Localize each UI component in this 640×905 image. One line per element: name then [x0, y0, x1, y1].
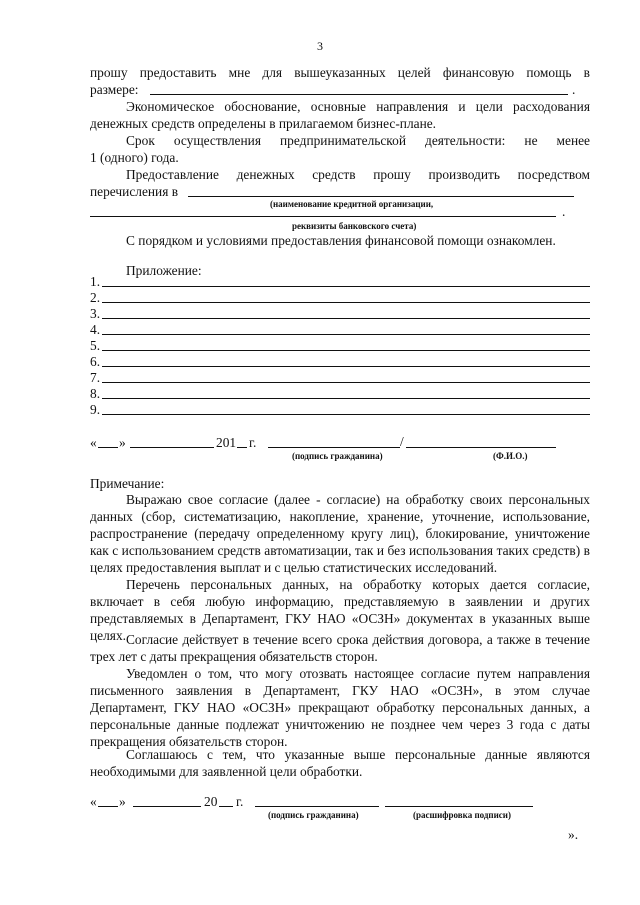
- day-field[interactable]: [98, 447, 118, 448]
- amount-field[interactable]: [150, 94, 568, 95]
- consent-paragraph: Выражаю свое согласие (далее - согласие) на обработку своих персональных данных (сбор, систематизацию, накопление, хранение, уточнение, использование, распространение (передачу определенному кругу лиц), блокирование, уничтожение как с использованием средств автоматизации, так и без использования таких средств) в целях предоставления выплат и с целью статистических исследований.: [90, 492, 590, 575]
- appendix-item[interactable]: 1.: [90, 273, 590, 290]
- term-line: Срок осуществления предпринимательской деятельности: не менее: [126, 133, 590, 148]
- date-open-quote: «: [90, 435, 97, 450]
- request-line: прошу предоставить мне для вышеуказанных целей финансовую помощь в: [90, 65, 590, 80]
- date2-close-quote: »: [119, 794, 126, 809]
- year-prefix: 201: [216, 435, 237, 450]
- bank-account-period: .: [562, 204, 566, 219]
- appendix-item[interactable]: 9.: [90, 401, 590, 418]
- appendix-item-field[interactable]: [102, 398, 590, 399]
- appendix-item-field[interactable]: [102, 350, 590, 351]
- fio-field[interactable]: [406, 447, 556, 448]
- date-close-quote: »: [119, 435, 126, 450]
- month2-field[interactable]: [133, 806, 201, 807]
- request-amount-period: .: [572, 82, 576, 97]
- year2-prefix: 20: [204, 794, 218, 809]
- economic-justification: Экономическое обоснование, основные направления и цели расходования денежных средств определены в прилагаемом бизнес-плане.: [90, 99, 590, 131]
- transfer-label: перечисления в: [90, 184, 179, 199]
- bank-account-field[interactable]: [90, 216, 556, 217]
- signature-caption: (подпись гражданина): [292, 451, 383, 461]
- decode-field[interactable]: [385, 806, 533, 807]
- signature2-caption: (подпись гражданина): [268, 810, 359, 820]
- term-duration: 1 (одного) года.: [90, 150, 179, 165]
- decode-caption: (расшифровка подписи): [413, 810, 511, 820]
- month-field[interactable]: [130, 447, 214, 448]
- appendix-item[interactable]: 4.: [90, 321, 590, 338]
- appendix-item-field[interactable]: [102, 366, 590, 367]
- bank-account-caption: реквизиты банковского счета): [292, 221, 417, 231]
- appendix-item-field[interactable]: [102, 334, 590, 335]
- data-list-paragraph: Перечень персональных данных, на обработку которых дается согласие, включает в себя любую информацию, представляемую в заявлении и других представляемых в Департамент, ГКУ НАО «ОСЗН» документах в указанных выше целях.: [90, 577, 590, 643]
- appendix-item[interactable]: 2.: [90, 289, 590, 306]
- request-amount-label: размере:: [90, 82, 139, 97]
- day2-field[interactable]: [98, 806, 118, 807]
- appendix-item[interactable]: 3.: [90, 305, 590, 322]
- year-suffix: г.: [249, 435, 257, 450]
- note-title: Примечание:: [90, 476, 165, 491]
- appendix-item[interactable]: 5.: [90, 337, 590, 354]
- appendix-item-field[interactable]: [102, 302, 590, 303]
- year2-suffix: г.: [236, 794, 244, 809]
- validity-paragraph: Согласие действует в течение всего срока действия договора, а также в течение трех лет с даты прекращения обязательств сторон.: [90, 632, 590, 664]
- appendix-title: Приложение:: [126, 263, 202, 278]
- appendix-item-field[interactable]: [102, 318, 590, 319]
- transfer-line: Предоставление денежных средств прошу производить посредством: [126, 167, 590, 182]
- appendix-item[interactable]: 8.: [90, 385, 590, 402]
- bank-name-field[interactable]: [188, 196, 574, 197]
- signature-slash: /: [400, 434, 404, 449]
- appendix-item-field[interactable]: [102, 286, 590, 287]
- year2-field[interactable]: [219, 806, 233, 807]
- acquainted-statement: С порядком и условиями предоставления финансовой помощи ознакомлен.: [126, 233, 556, 248]
- date2-open-quote: «: [90, 794, 97, 809]
- year-field[interactable]: [237, 447, 247, 448]
- appendix-item-field[interactable]: [102, 414, 590, 415]
- fio-caption: (Ф.И.О.): [493, 451, 528, 461]
- agreement-paragraph: Соглашаюсь с тем, что указанные выше персональные данные являются необходимыми для заявленной цели обработки.: [90, 747, 590, 779]
- signature-field[interactable]: [268, 447, 400, 448]
- bank-name-caption: (наименование кредитной организации,: [270, 199, 434, 209]
- signature2-field[interactable]: [255, 806, 379, 807]
- closing-quote: ».: [568, 827, 579, 842]
- page-number: 3: [317, 39, 323, 53]
- appendix-item[interactable]: 6.: [90, 353, 590, 370]
- appendix-item[interactable]: 7.: [90, 369, 590, 386]
- revocation-paragraph: Уведомлен о том, что могу отозвать настоящее согласие путем направления письменного заявления в Департамент, ГКУ НАО «ОСЗН», в этом случае Департамент, ГКУ НАО «ОСЗН» прекращают обработку персональных данных, а персональные данные подлежат уничтожению не позднее чем через 3 года с даты прекращения обязательств сторон.: [90, 666, 590, 749]
- appendix-item-field[interactable]: [102, 382, 590, 383]
